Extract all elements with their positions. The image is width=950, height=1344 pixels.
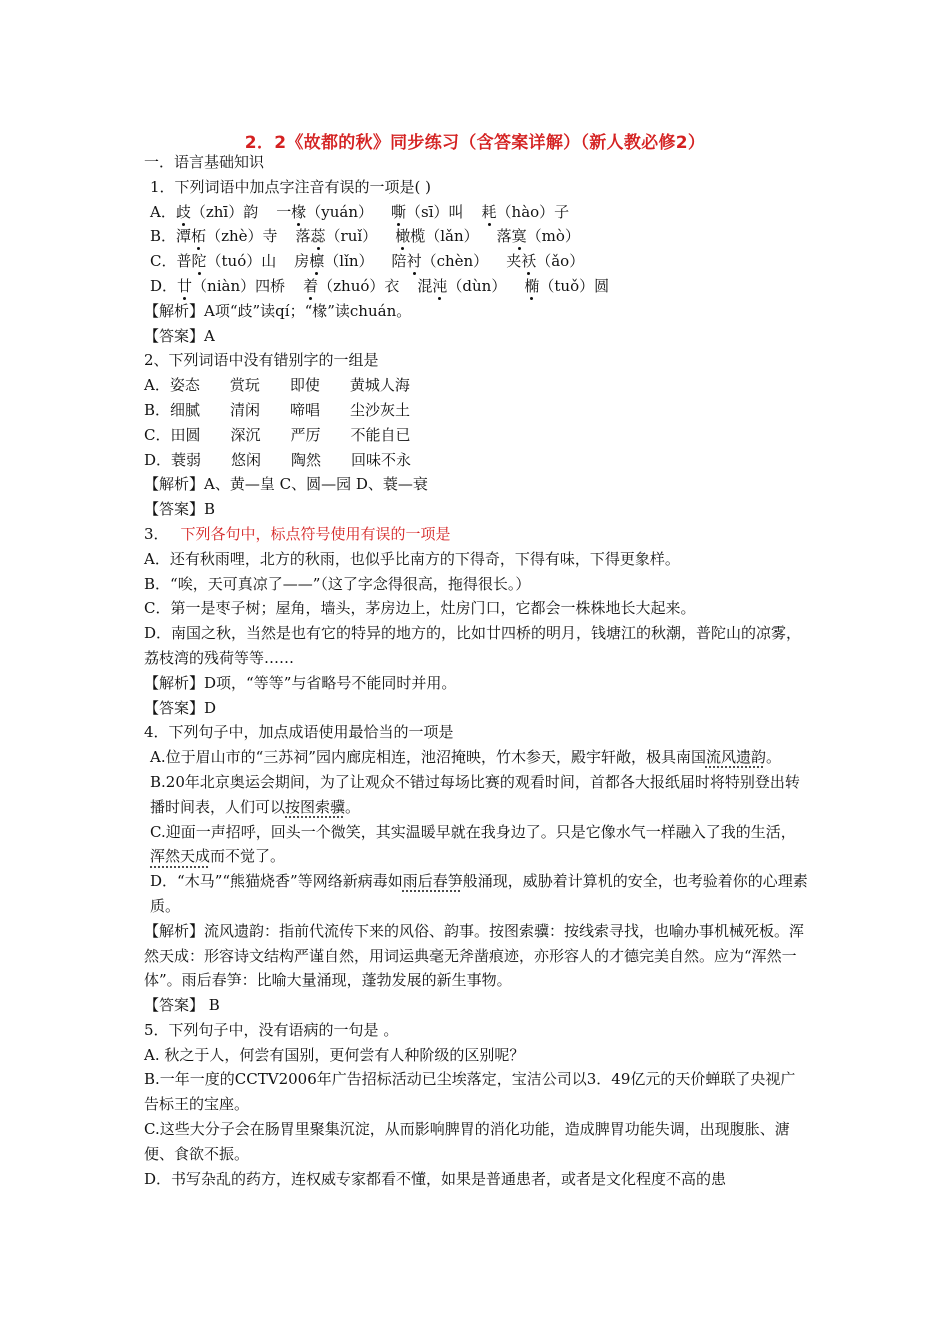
q2-option-c: C．田圆 深沉 严厉 不能自已 xyxy=(144,425,411,444)
q2-option-a: A．姿态 赏玩 即使 黄城人海 xyxy=(144,376,410,395)
q4-a-idiom: 流风遗韵 xyxy=(705,748,766,767)
q1-stem: 1．下列词语中加点字注音有误的一项是( ) xyxy=(150,177,432,196)
q4-stem: 4．下列句子中，加点成语使用最恰当的一项是 xyxy=(144,723,454,742)
q2-option-d: D．蓑弱 悠闲 陶然 回味不永 xyxy=(144,450,412,469)
q3-option-c: C．第一是枣子树；屋角，墙头，茅房边上，灶房门口，它都会一株株地长大起来。 xyxy=(144,599,696,618)
q3-analysis: 【解析】D项，“等等”与省略号不能同时并用。 xyxy=(144,673,457,692)
q3-option-b: B．“唉，天可真凉了——”（这了字念得很高，拖得很长。） xyxy=(144,574,531,593)
q3-option-d: D．南国之秋，当然是也有它的特异的地方的，比如廿四桥的明月，钱塘江的秋潮，普陀山的凉雾，荔枝湾的残荷等等…… xyxy=(144,624,802,667)
q1-analysis: 【解析】A项“歧”读qí；“椽”读chuán。 xyxy=(144,301,412,320)
q4-c-idiom: 浑然天成 xyxy=(150,847,211,866)
q4-d-idiom: 雨后春笋 xyxy=(402,872,463,891)
q4-analysis: 【解析】流风遗韵：指前代流传下来的风俗、韵事。按图索骥：按线索寻找，也喻办事机械死板。浑然天成：形容诗文结构严谨自然，用词运典毫无斧凿痕迹，亦形容人的才德完美自然。应为“浑然一体”。雨后春笋：比喻大量涌现，蓬勃发展的新生事物。 xyxy=(144,921,805,990)
q5-option-d: D．书写杂乱的药方，连权威专家都看不懂，如果是普通患者，或者是文化程度不高的患 xyxy=(144,1169,727,1188)
q5-stem: 5．下列句子中，没有语病的一句是 。 xyxy=(144,1020,399,1039)
q1-option-a: A．歧（zhī）韵 一椽（yuán） 嘶（sī）叫 耗（hào）子 xyxy=(150,202,570,221)
q3-stem: 下列各句中，标点符号使用有误的一项是 xyxy=(180,524,451,543)
q1-option-d: D．廿（niàn）四桥 着（zhuó）衣 混沌（dùn） 椭（tuǒ）圆 xyxy=(150,276,610,295)
page-title: 2．2《故都的秋》同步练习（含答案详解）（新人教必修2） xyxy=(244,133,706,153)
q4-option-b: B.20年北京奥运会期间，为了让观众不错过每场比赛的观看时间，首都各大报纸届时将特别登出转播时间表，人们可以按图索骥。 xyxy=(150,772,800,816)
q1-option-c: C．普陀（tuó）山 房檩（lǐn） 陪衬（chèn） 夹袄（ǎo） xyxy=(150,252,585,271)
q3-option-a: A．还有秋雨哩，北方的秋雨，也似乎比南方的下得奇，下得有味，下得更象样。 xyxy=(144,549,680,568)
q4-option-c: C.迎面一声招呼，回头一个微笑，其实温暖早就在我身边了。只是它像水气一样融入了我的生活，浑然天成而不觉了。 xyxy=(150,822,796,866)
q5-option-a: A. 秋之于人，何尝有国别，更何尝有人种阶级的区别呢？ xyxy=(144,1045,525,1064)
q4-option-a: A.位于眉山市的“三苏祠”园内廊庑相连，池沼掩映，竹木参天，殿宇轩敞，极具南国流风遗韵。 xyxy=(150,748,781,767)
section-heading: 一．语言基础知识 xyxy=(144,153,265,171)
q3-answer: 【答案】D xyxy=(144,698,217,717)
q1-option-b: B．潭柘（zhè）寺 落蕊（ruǐ） 橄榄（lǎn） 落寞（mò） xyxy=(150,227,580,246)
q2-stem: 2、下列词语中没有错别字的一组是 xyxy=(144,351,379,370)
q4-option-d: D．“木马”“熊猫烧香”等网络新病毒如雨后春笋般涌现，威胁着计算机的安全，也考验着你的心理素质。 xyxy=(150,872,808,915)
q3-number: 3． xyxy=(144,524,169,543)
q4-b-idiom: 按图索骥 xyxy=(285,797,346,816)
q4-answer: 【答案】 B xyxy=(144,996,220,1015)
q2-option-b: B．细腻 清闲 啼唱 尘沙灰土 xyxy=(144,400,411,419)
q2-analysis: 【解析】A、黄—皇 C、圆—园 D、蓑—衰 xyxy=(144,475,428,494)
q5-option-c: C.这些大分子会在肠胃里聚集沉淀，从而影响脾胃的消化功能，造成脾胃功能失调，出现腹胀、溏便、食欲不振。 xyxy=(144,1120,790,1163)
q2-answer: 【答案】B xyxy=(144,500,216,519)
q3-stem-line xyxy=(144,522,808,547)
q5-option-b: B.一年一度的CCTV2006年广告招标活动已尘埃落定，宝洁公司以3．49亿元的天价蝉联了央视广告标王的宝座。 xyxy=(144,1070,796,1114)
q1-answer: 【答案】A xyxy=(144,326,215,345)
document-body xyxy=(144,150,808,1191)
